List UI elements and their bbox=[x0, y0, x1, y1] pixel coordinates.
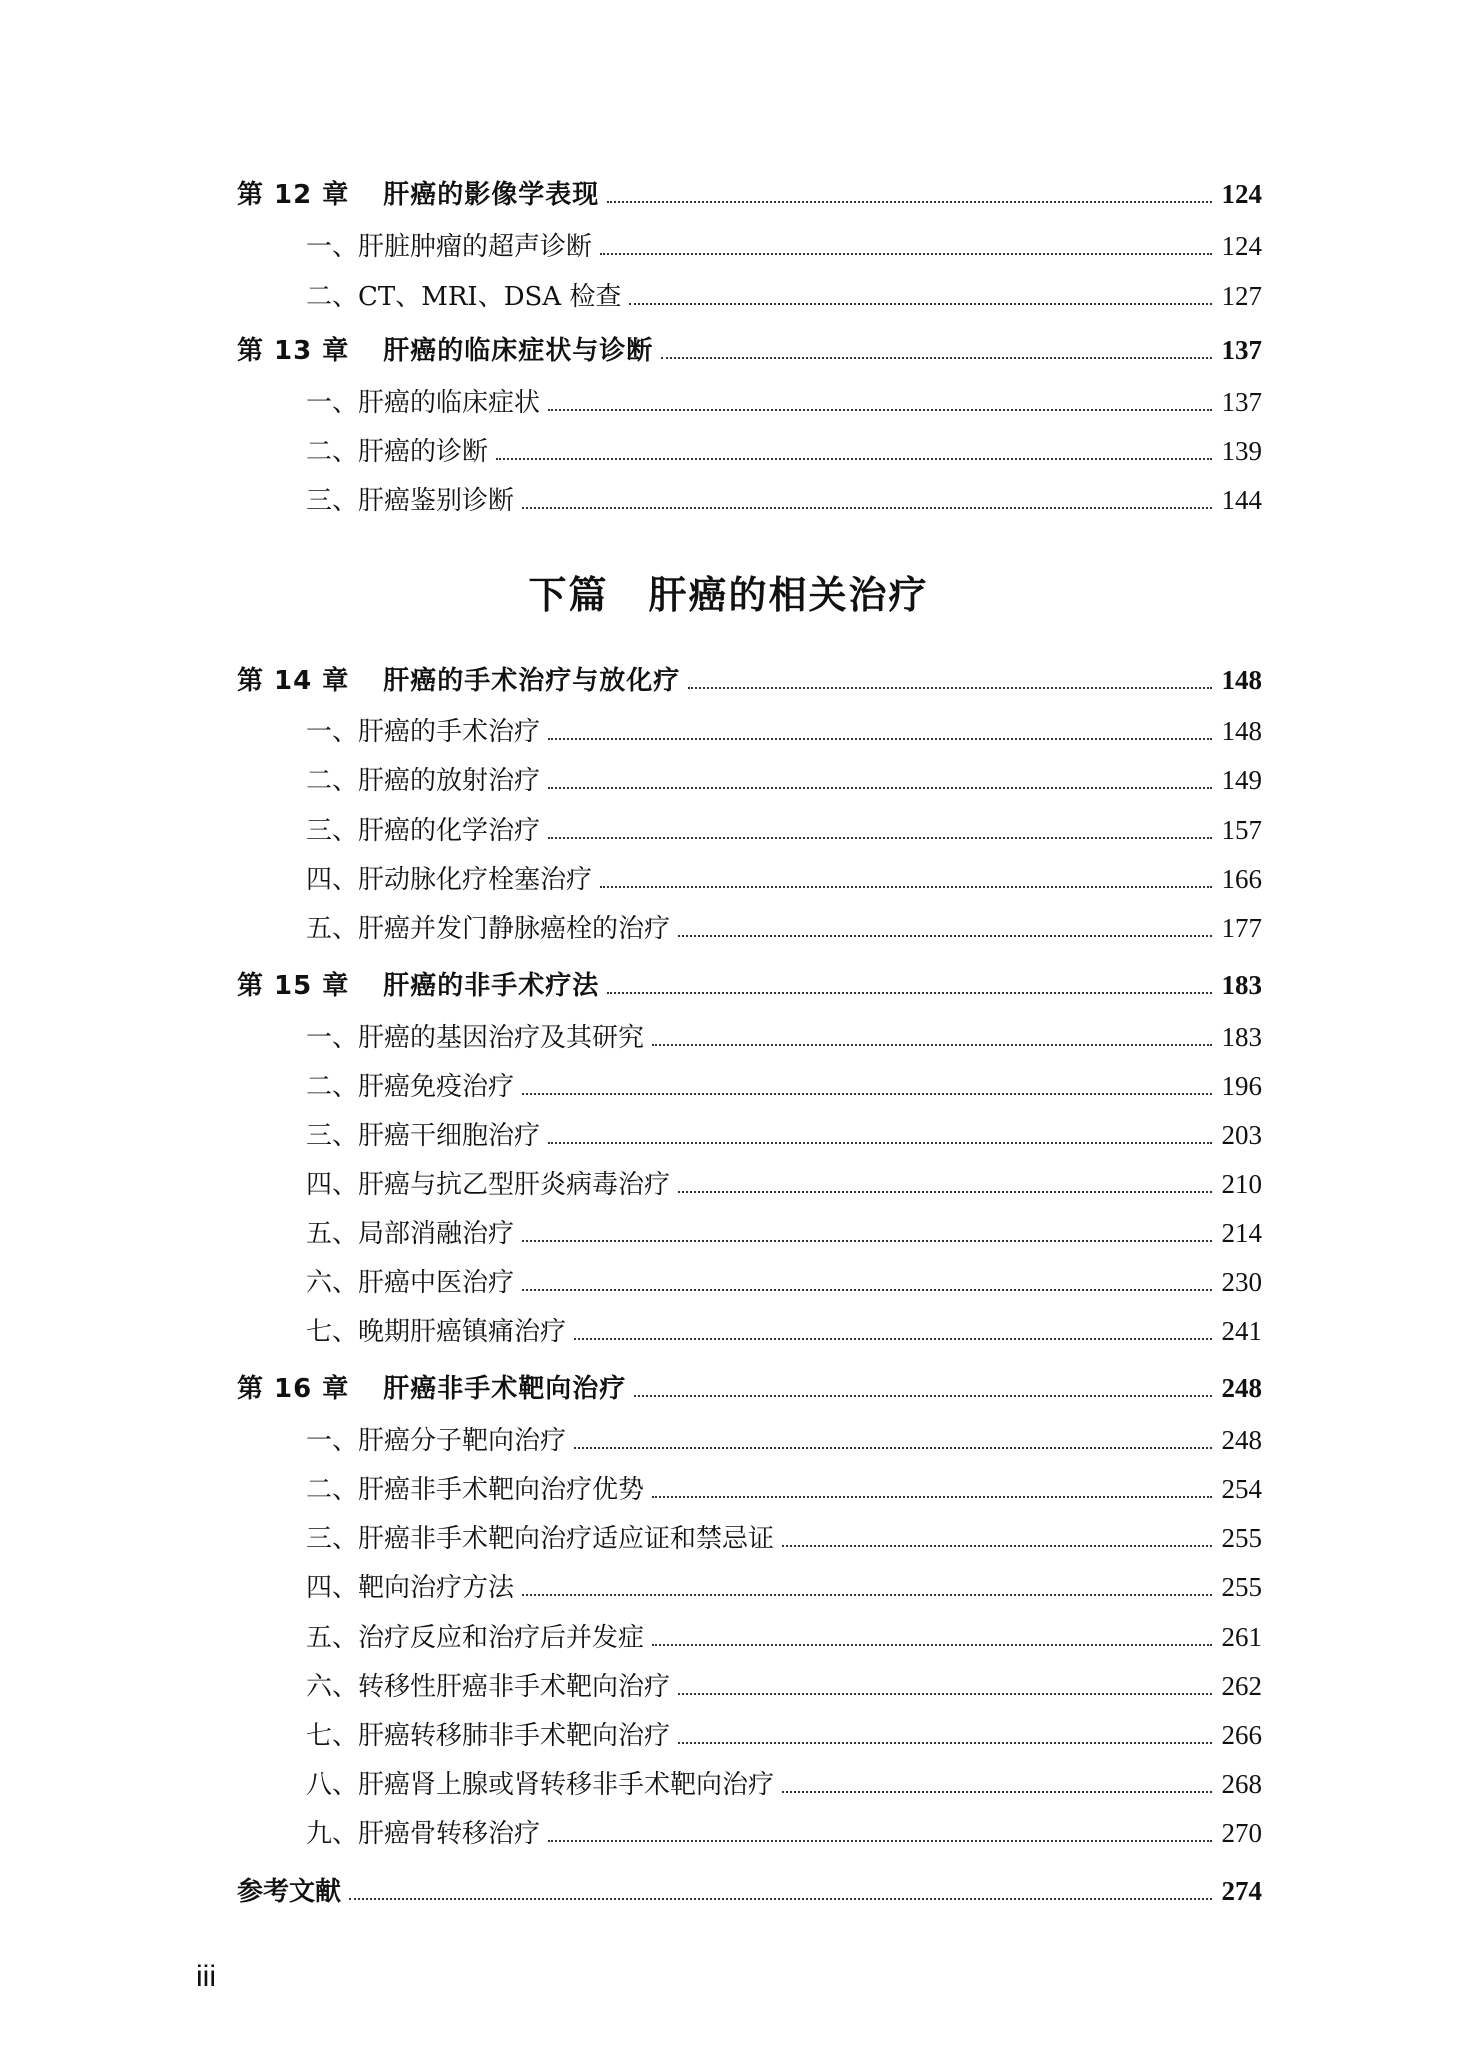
part-title: 肝癌的相关治疗 bbox=[648, 573, 929, 617]
chapter-name: 肝癌的临床症状与诊断 bbox=[383, 336, 654, 366]
section-title: 二、肝癌免疫治疗 bbox=[306, 1072, 515, 1102]
dot-leader bbox=[688, 687, 1211, 689]
section-title: 一、肝癌分子靶向治疗 bbox=[306, 1426, 567, 1456]
toc-chapter-entry bbox=[237, 965, 1262, 1001]
page-number: 148 bbox=[1221, 665, 1262, 695]
page-folio: iii bbox=[196, 1960, 216, 1993]
page-number: 148 bbox=[1221, 716, 1262, 746]
section-title: 一、肝脏肿瘤的超声诊断 bbox=[306, 232, 593, 262]
section-title: 六、转移性肝癌非手术靶向治疗 bbox=[306, 1672, 671, 1702]
page-number: 266 bbox=[1221, 1720, 1262, 1750]
page-number: 166 bbox=[1221, 864, 1262, 894]
dot-leader bbox=[629, 303, 1211, 305]
page-number: 149 bbox=[1221, 765, 1262, 795]
page-number: 183 bbox=[1221, 970, 1262, 1000]
page-number: 255 bbox=[1221, 1572, 1262, 1602]
dot-leader bbox=[661, 357, 1211, 359]
toc-section-entry bbox=[306, 1666, 1262, 1702]
page-number: 270 bbox=[1221, 1818, 1262, 1848]
chapter-name: 肝癌的影像学表现 bbox=[383, 180, 600, 210]
toc-section-entry bbox=[306, 1311, 1262, 1347]
toc-section-entry bbox=[306, 711, 1262, 747]
page-number: 124 bbox=[1221, 179, 1262, 209]
dot-leader bbox=[548, 787, 1211, 789]
toc-section-entry bbox=[306, 276, 1262, 312]
dot-leader bbox=[522, 1240, 1211, 1242]
dot-leader bbox=[496, 458, 1211, 460]
dot-leader bbox=[548, 1840, 1211, 1842]
chapter-name: 肝癌的非手术疗法 bbox=[383, 971, 600, 1001]
chapter-name: 肝癌的手术治疗与放化疗 bbox=[383, 666, 681, 696]
toc-section-entry bbox=[306, 382, 1262, 418]
dot-leader bbox=[600, 253, 1211, 255]
section-title: 六、肝癌中医治疗 bbox=[306, 1268, 515, 1298]
chapter-number: 第 12 章 bbox=[237, 180, 350, 210]
toc-chapter-entry bbox=[237, 174, 1262, 210]
section-title: 二、肝癌的放射治疗 bbox=[306, 766, 541, 796]
page-number: 254 bbox=[1221, 1474, 1262, 1504]
chapter-title bbox=[237, 174, 599, 211]
part-heading bbox=[0, 564, 1457, 619]
toc-section-entry bbox=[306, 1764, 1262, 1800]
dot-leader bbox=[522, 1093, 1211, 1095]
page-number: 248 bbox=[1221, 1373, 1262, 1403]
toc-section-entry bbox=[306, 1518, 1262, 1554]
toc-section-entry bbox=[306, 1420, 1262, 1456]
toc-section-entry bbox=[306, 1813, 1262, 1849]
page-number: 268 bbox=[1221, 1769, 1262, 1799]
section-title: 八、肝癌肾上腺或肾转移非手术靶向治疗 bbox=[306, 1770, 775, 1800]
page-number: 262 bbox=[1221, 1671, 1262, 1701]
dot-leader bbox=[678, 1191, 1211, 1193]
chapter-number: 第 16 章 bbox=[237, 1374, 350, 1404]
page-number: 177 bbox=[1221, 913, 1262, 943]
section-title: 四、靶向治疗方法 bbox=[306, 1573, 515, 1603]
dot-leader bbox=[678, 1742, 1211, 1744]
toc-references-entry bbox=[237, 1871, 1262, 1907]
dot-leader bbox=[349, 1898, 1211, 1900]
page-number: 210 bbox=[1221, 1169, 1262, 1199]
chapter-number: 第 13 章 bbox=[237, 336, 350, 366]
dot-leader bbox=[548, 837, 1211, 839]
section-title: 三、肝癌非手术靶向治疗适应证和禁忌证 bbox=[306, 1524, 775, 1554]
dot-leader bbox=[678, 1693, 1211, 1695]
section-title: 二、肝癌的诊断 bbox=[306, 437, 489, 467]
section-title: 五、肝癌并发门静脉癌栓的治疗 bbox=[306, 914, 671, 944]
section-title: 五、治疗反应和治疗后并发症 bbox=[306, 1623, 645, 1653]
page-number: 183 bbox=[1221, 1022, 1262, 1052]
chapter-title bbox=[237, 1368, 626, 1405]
chapter-title bbox=[237, 965, 599, 1002]
page-number: 274 bbox=[1221, 1876, 1262, 1906]
toc-section-entry bbox=[306, 1567, 1262, 1603]
references-title: 参考文献 bbox=[237, 1877, 342, 1907]
section-title: 四、肝动脉化疗栓塞治疗 bbox=[306, 865, 593, 895]
dot-leader bbox=[607, 992, 1211, 994]
toc-section-entry bbox=[306, 1066, 1262, 1102]
section-title: 七、晚期肝癌镇痛治疗 bbox=[306, 1317, 567, 1347]
chapter-title bbox=[237, 660, 680, 697]
dot-leader bbox=[574, 1338, 1211, 1340]
dot-leader bbox=[652, 1496, 1211, 1498]
page-number: 137 bbox=[1221, 335, 1262, 365]
section-title: 三、肝癌的化学治疗 bbox=[306, 816, 541, 846]
toc-section-entry bbox=[306, 760, 1262, 796]
section-title: 七、肝癌转移肺非手术靶向治疗 bbox=[306, 1721, 671, 1751]
toc-section-entry bbox=[306, 859, 1262, 895]
dot-leader bbox=[782, 1791, 1211, 1793]
page-number: 157 bbox=[1221, 815, 1262, 845]
dot-leader bbox=[600, 886, 1211, 888]
page-number: 255 bbox=[1221, 1523, 1262, 1553]
toc-section-entry bbox=[306, 1017, 1262, 1053]
dot-leader bbox=[522, 1289, 1211, 1291]
page-number: 139 bbox=[1221, 436, 1262, 466]
toc-section-entry bbox=[306, 1715, 1262, 1751]
page-number: 261 bbox=[1221, 1622, 1262, 1652]
dot-leader bbox=[652, 1644, 1211, 1646]
page-number: 144 bbox=[1221, 485, 1262, 515]
section-title: 一、肝癌的手术治疗 bbox=[306, 717, 541, 747]
page-number: 196 bbox=[1221, 1071, 1262, 1101]
toc-section-entry bbox=[306, 908, 1262, 944]
dot-leader bbox=[548, 738, 1211, 740]
toc-section-entry bbox=[306, 226, 1262, 262]
toc-section-entry bbox=[306, 431, 1262, 467]
chapter-title bbox=[237, 330, 653, 367]
toc-section-entry bbox=[306, 1115, 1262, 1151]
toc-section-entry bbox=[306, 1213, 1262, 1249]
toc-chapter-entry bbox=[237, 660, 1262, 696]
page-number: 248 bbox=[1221, 1425, 1262, 1455]
section-title: 五、局部消融治疗 bbox=[306, 1219, 515, 1249]
section-title: 四、肝癌与抗乙型肝炎病毒治疗 bbox=[306, 1170, 671, 1200]
dot-leader bbox=[522, 1594, 1211, 1596]
section-title: 二、CT、MRI、DSA 检查 bbox=[306, 282, 622, 312]
page-number: 124 bbox=[1221, 231, 1262, 261]
toc-section-entry bbox=[306, 1469, 1262, 1505]
dot-leader bbox=[652, 1044, 1211, 1046]
dot-leader bbox=[782, 1545, 1211, 1547]
chapter-number: 第 15 章 bbox=[237, 971, 350, 1001]
dot-leader bbox=[548, 409, 1211, 411]
section-title: 一、肝癌的基因治疗及其研究 bbox=[306, 1023, 645, 1053]
page-number: 203 bbox=[1221, 1120, 1262, 1150]
section-title: 九、肝癌骨转移治疗 bbox=[306, 1819, 541, 1849]
toc-chapter-entry bbox=[237, 330, 1262, 366]
chapter-name: 肝癌非手术靶向治疗 bbox=[383, 1374, 627, 1404]
dot-leader bbox=[678, 935, 1211, 937]
section-title: 二、肝癌非手术靶向治疗优势 bbox=[306, 1475, 645, 1505]
toc-chapter-entry bbox=[237, 1368, 1262, 1404]
page-number: 137 bbox=[1221, 387, 1262, 417]
dot-leader bbox=[634, 1395, 1211, 1397]
dot-leader bbox=[574, 1447, 1211, 1449]
dot-leader bbox=[607, 201, 1211, 203]
page-number: 230 bbox=[1221, 1267, 1262, 1297]
toc-section-entry bbox=[306, 1164, 1262, 1200]
section-title: 三、肝癌鉴别诊断 bbox=[306, 486, 515, 516]
page-number: 214 bbox=[1221, 1218, 1262, 1248]
part-label: 下篇 bbox=[528, 573, 609, 617]
toc-section-entry bbox=[306, 1617, 1262, 1653]
toc-section-entry bbox=[306, 480, 1262, 516]
page-number: 127 bbox=[1221, 281, 1262, 311]
chapter-number: 第 14 章 bbox=[237, 666, 350, 696]
page-number: 241 bbox=[1221, 1316, 1262, 1346]
section-title: 三、肝癌干细胞治疗 bbox=[306, 1121, 541, 1151]
dot-leader bbox=[522, 507, 1211, 509]
toc-section-entry bbox=[306, 1262, 1262, 1298]
toc-section-entry bbox=[306, 810, 1262, 846]
dot-leader bbox=[548, 1142, 1211, 1144]
section-title: 一、肝癌的临床症状 bbox=[306, 388, 541, 418]
